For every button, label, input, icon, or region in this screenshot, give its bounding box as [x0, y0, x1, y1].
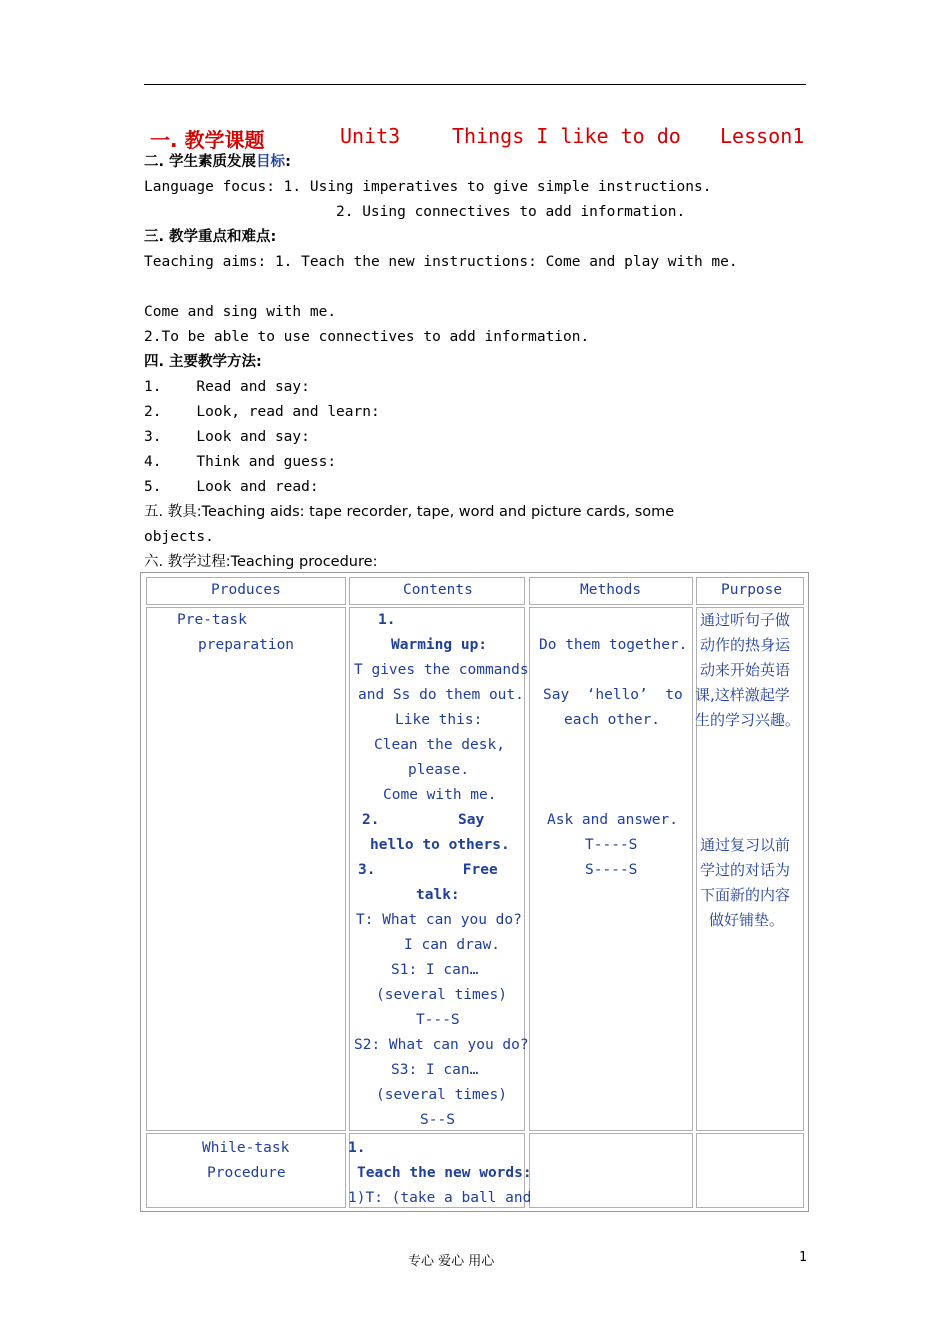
teaching-aims-2: Come and sing with me. — [144, 304, 337, 320]
contents-line: S3: I can… — [391, 1062, 479, 1078]
contents-line: (several times) — [376, 987, 507, 1003]
contents-line: S1: I can… — [391, 962, 479, 978]
method-item-5: 5. Look and read: — [144, 479, 319, 495]
row2-produces-line: While-task — [202, 1140, 290, 1156]
lesson-title — [150, 124, 810, 152]
purpose-line: 课,这样激起学 — [695, 686, 790, 704]
row2-purpose-cell — [696, 1133, 804, 1208]
header-rule — [144, 84, 806, 85]
contents-line: 2. Say — [362, 812, 485, 828]
contents-line: I can draw. — [404, 937, 501, 953]
teaching-aims-1: Teaching aims: 1. Teach the new instructions: Come and play with me. — [144, 254, 738, 270]
section-3-heading: 三. 教学重点和难点: — [144, 229, 277, 245]
title-lesson: Lesson1 — [720, 124, 805, 148]
section-5-line-1: 五. 教具:Teaching aids: tape recorder, tape, word and picture cards, some — [144, 504, 675, 520]
method-item-1: 1. Read and say: — [144, 379, 310, 395]
section-2-label: 二. 学生素质发展 — [144, 154, 257, 170]
contents-line: T gives the commands — [354, 662, 529, 678]
contents-line: S2: What can you do? — [354, 1037, 529, 1053]
method-item-3: 3. Look and say: — [144, 429, 310, 445]
contents-line: Like this: — [395, 712, 483, 728]
language-focus-1: Language focus: 1. Using imperatives to give simple instructions. — [144, 179, 712, 195]
contents-line: and Ss do them out. — [358, 687, 524, 703]
header-purpose: Purpose — [721, 582, 783, 598]
row2-contents-line: Teach the new words: — [357, 1165, 532, 1181]
row2-contents-line: 1)T: (take a ball and — [348, 1190, 532, 1206]
contents-line: talk: — [416, 887, 460, 903]
method-item-2: 2. Look, read and learn: — [144, 404, 380, 420]
purpose-line: 通过复习以前 — [700, 836, 791, 854]
section-2-heading — [144, 152, 291, 172]
contents-line: (several times) — [376, 1087, 507, 1103]
purpose-line: 动来开始英语 — [700, 661, 791, 679]
methods-line: T----S — [585, 837, 638, 853]
section-6-heading: 六. 教学过程:Teaching procedure: — [144, 554, 378, 570]
methods-line: each other. — [564, 712, 661, 728]
purpose-line: 做好铺垫。 — [709, 911, 785, 929]
methods-line: Say ‘hello’ to — [543, 687, 683, 703]
contents-line: Come with me. — [383, 787, 497, 803]
section-5-line-2: objects. — [144, 529, 214, 545]
purpose-line: 生的学习兴趣。 — [695, 711, 801, 729]
row2-methods-cell — [529, 1133, 693, 1208]
section-4-heading: 四. 主要教学方法: — [144, 354, 262, 370]
contents-line: Clean the desk, — [374, 737, 505, 753]
section-2-colon: : — [285, 154, 291, 170]
teaching-aims-3: 2.To be able to use connectives to add information. — [144, 329, 590, 345]
footer-motto: 专心 爱心 用心 — [408, 1254, 495, 1269]
title-course-label: 一. 教学课题 — [150, 128, 265, 152]
purpose-line: 学过的对话为 — [700, 861, 791, 879]
row1-produces-line: preparation — [198, 637, 295, 653]
contents-line: hello to others. — [370, 837, 510, 853]
methods-line: Do them together. — [539, 637, 688, 653]
contents-line: 1. — [378, 612, 396, 628]
method-item-4: 4. Think and guess: — [144, 454, 337, 470]
contents-line: Warming up: — [391, 637, 488, 653]
row2-produces-line: Procedure — [207, 1165, 286, 1181]
title-topic: Things I like to do — [452, 124, 681, 148]
purpose-line: 通过听句子做 — [700, 611, 791, 629]
page-number: 1 — [799, 1250, 807, 1265]
contents-line: S--S — [420, 1112, 455, 1128]
row2-contents-line: 1. — [348, 1140, 366, 1156]
row1-produces-line: Pre-task — [177, 612, 247, 628]
methods-line: Ask and answer. — [547, 812, 678, 828]
contents-line: 3. Free — [358, 862, 498, 878]
contents-line: T: What can you do? — [356, 912, 522, 928]
header-methods: Methods — [580, 582, 642, 598]
header-contents: Contents — [403, 582, 473, 598]
contents-line: T---S — [416, 1012, 460, 1028]
methods-line: S----S — [585, 862, 638, 878]
row1-produces-cell — [146, 607, 346, 1131]
purpose-line: 动作的热身运 — [700, 636, 791, 654]
purpose-line: 下面新的内容 — [700, 886, 791, 904]
title-unit: Unit3 — [340, 124, 401, 148]
contents-line: please. — [408, 762, 470, 778]
language-focus-2: 2. Using connectives to add information. — [336, 204, 686, 220]
section-2-label-blue: 目标 — [256, 154, 286, 170]
header-produces: Produces — [211, 582, 281, 598]
